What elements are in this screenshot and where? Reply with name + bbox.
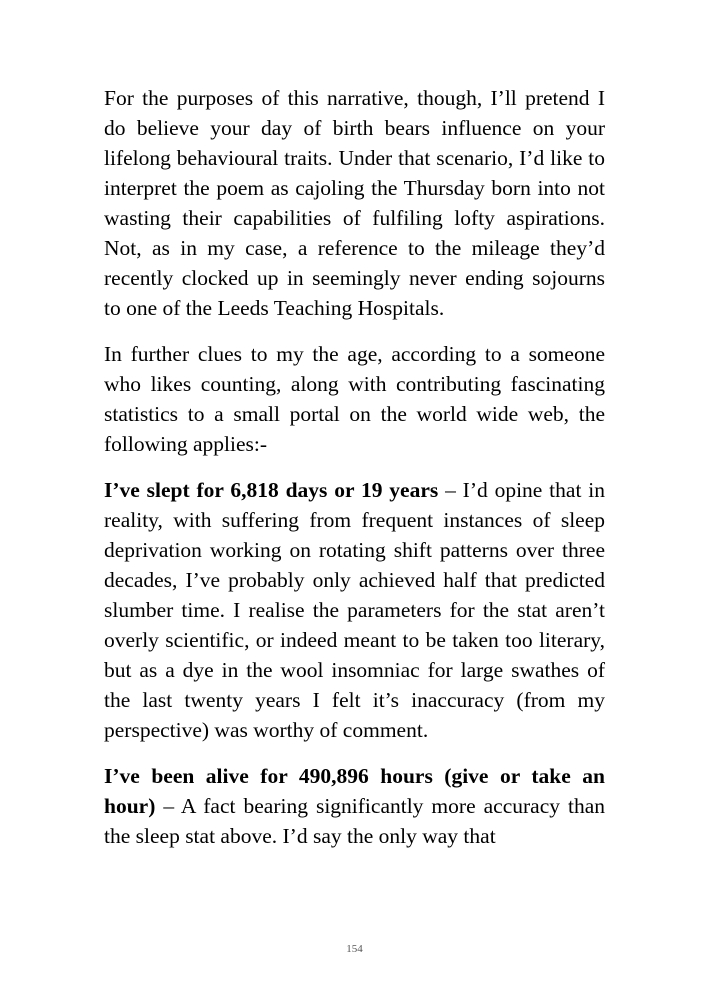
paragraph-2 (104, 339, 605, 459)
page-number: 154 (346, 943, 363, 955)
paragraph-3-text: – I’d opine that in reality, with suffering from frequent instances of sleep deprivation working on rotating shift patterns over three decades, I’ve probably only achieved half that predicted slumber time. I realise the parameters for the stat aren’t overly scientific, or indeed meant to be taken too literary, but as a dye in the wool insomniac for large swathes of the last twenty years I felt it’s inaccuracy (from my perspective) was worthy of comment. (104, 478, 605, 742)
paragraph-3-heading: I’ve slept for 6,818 days or 19 years (104, 478, 439, 502)
paragraph-3 (104, 475, 605, 745)
paragraph-1-text: For the purposes of this narrative, though, I’ll pretend I do believe your day of birth bears influence on your lifelong behavioural traits. Under that scenario, I’d like to interpret the poem as cajoling the Thursday born into not wasting their capabilities of fulfiling lofty aspirations. Not, as in my case, a reference to the mileage they’d recently clocked up in seemingly never ending sojourns to one of the Leeds Teaching Hospitals. (104, 86, 605, 320)
paragraph-1 (104, 83, 605, 323)
paragraph-4-text: – A fact bearing significantly more accuracy than the sleep stat above. I’d say the only way that (104, 794, 605, 848)
paragraph-2-text: In further clues to my the age, according to a someone who likes counting, along with contributing fascinating statistics to a small portal on the world wide web, the following applies:- (104, 342, 605, 456)
body-text (104, 83, 605, 867)
paragraph-4-heading: I’ve been alive for 490,896 hours (give or take an hour) (104, 764, 605, 818)
paragraph-4 (104, 761, 605, 851)
